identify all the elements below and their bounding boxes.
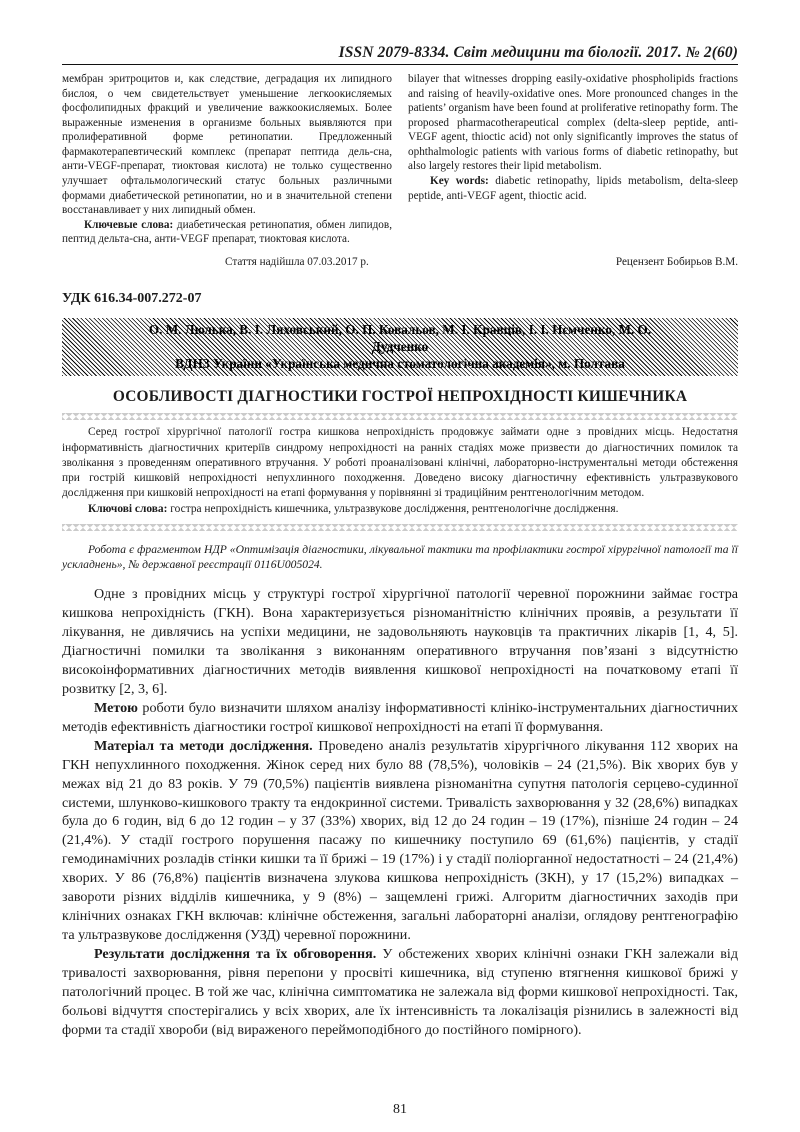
keywords-uk-text: гостра непрохідність кишечника, ультразвукове дослідження, рентгенологічне дослідження. [170,502,619,515]
reviewer-name: Рецензент Бобирьов В.М. [615,255,738,268]
body-paragraph-3 [62,737,738,945]
funding-note [62,542,738,573]
body-paragraph-2-rest: роботи було визначити шляхом аналізу інформативності клініко-інструментальних діагностичних методів ефективність діагностики гострої кишкової непрохідності на етапі її формування. [62,699,738,735]
body-paragraph-3-lead: Матеріал та методи дослідження. [94,737,313,754]
running-head: ISSN 2079-8334. Світ медицини та біології. 2017. № 2(60) [338,44,738,61]
body-paragraph-2-lead: Метою [94,699,138,716]
abstract-en-paragraph: bilayer that witnesses dropping easily-oxidative phospholipids fractions and raising of heavily-oxidative ones. More pronounced changes in the patients’ organism have been found at proliferative retinopathy form. The proposed pharmacotherapeutical complex (delta-sleep peptide, anti-VEGF agent, thioctic acid) not only significantly improves the status of ophthalmologic patients with various forms of diabetic retinopathy, but also largely restores their lipid metabolism. [408,73,738,173]
funding-note-text: Робота є фрагментом НДР «Оптимізація діагностики, лікувальної тактики та профілактики гострої хірургічної патології та її ускладнень», № державної реєстрації 0116U005024. [62,542,738,572]
authors-line-2: Дудченко [371,338,429,354]
affiliation-line: ВДНЗ України «Українська медична стоматологічна академія», м. Полтава [175,356,625,372]
body-paragraph-4 [62,945,738,1040]
keywords-uk-label: Ключові слова: [88,502,168,515]
body-paragraph-2 [62,699,738,737]
keywords-en-text: diabetic retinopathy, lipids metabolism, delta-sleep peptide, anti-VEGF agent, thioctic acid. [408,174,739,202]
abstract-uk-paragraph: Серед гострої хірургічної патології гостра кишкова непрохідність продовжує займати одне з провідних місць. Недостатня інформативність діагностичних критеріїв синдрому непрохідності на ранніх стадіях може призвести до діагностичних помилок та зволікання з проведенням оперативного втручання. У роботі проаналізовані клінічні, лабораторно-інструментальні методи обстеження при гострій кишковій непрохідності непухлинного походження. Доведено високу діагностичну ефективність ультразвукового дослідження при кишковій непрохідності на етапі формування у порівнянні зі традиційним рентгенологічним методом. [62,426,738,500]
page-content [62,44,738,1040]
submitted-date: Стаття надійшла 07.03.2017 р. [225,255,369,268]
keywords-ru-label: Ключевые слова: [84,218,174,231]
abstract-ukrainian [62,425,738,517]
abstract-english-column [408,72,738,203]
zigzag-divider-bottom [62,524,738,531]
udk-code: УДК 616.34-007.272-07 [62,290,202,306]
abstract-russian-column [62,72,392,247]
running-head-rule [62,64,738,65]
submission-row [62,256,738,273]
keywords-en-label: Key words: [430,174,489,187]
authors-line-1: О. М. Люлька, В. І. Ляховський, О. П. Ковальов, М. І. Кравців, І. І. Нємченко, М. О. [148,321,652,337]
article-body [62,585,738,1040]
keywords-uk [62,502,738,517]
body-paragraph-4-lead: Результати дослідження та їх обговорення. [94,946,377,963]
keywords-en [408,174,738,203]
authors-band [62,318,738,376]
abstract-columns [62,72,738,247]
body-paragraph-3-rest: Проведено аналіз результатів хірургічного лікування 112 хворих на ГКН непухлинного походження. Жінок серед них було 88 (78,5%), чоловіків – 24 (21,5%). Вік хворих був у межах від 21 до 83 років. У 79 (70,5%) пацієнтів виявлена різноманітна супутня патологія серцево-судинної системи, шлунково-кишкового тракту та ендокринної системи. Тривалість захворювання у 32 (28,6%) випадках була до 6 годин, від 6 до 12 годин – у 37 (33%) хворих, від 12 до 24 годин – 19 (17%), пізніше 24 годин – 24 (21,4%). У стадії гострого порушення пасажу по кишечнику поступило 69 (61,6%) пацієнтів, у стадії гемодинамічних розладів стінки кишки та її брижі – 19 (17%) і у стадії поліорганної недостатності – 24 (21,4%) хворих. У 86 (76,8%) пацієнтів визначена злукова кишкова непрохідність (ЗКН), у 17 (15,2%) випадках – завороти різних відділів кишечника, у 9 (8%) – защемлені грижі. Алгоритм діагностичних заходів при клінічних ознаках ГКН включав: клінічне обстеження, загальні лабораторні аналізи, оглядову рентгенографію та ультразвукове дослідження (УЗД) черевної порожнини. [62,737,738,944]
zigzag-divider-top [62,413,738,420]
keywords-ru [62,218,392,247]
keywords-ru-text: диабетическая ретинопатия, обмен липидов, пептид дельта-сна, анти-VEGF препарат, тиоктовая кислота. [62,218,392,246]
article-title: ОСОБЛИВОСТІ ДІАГНОСТИКИ ГОСТРОЇ НЕПРОХІДНОСТІ КИШЕЧНИКА [112,388,688,406]
body-paragraph-1: Одне з провідних місць у структурі гострої хірургічної патології черевної порожнини займає гостра кишкова непрохідність (ГКН). Вона характеризується різноманітністю клінічних проявів, а результати її лікування, не дивлячись на успіхи медицини, не задовольняють науковців та практичних лікарів [1, 4, 5]. Діагностичні помилки та зволікання з виконанням оперативного втручання пов’язані з відсутністю високоінформативних діагностичних методів виявлення кишкової непрохідності на початковому етапі її розвитку [2, 3, 6]. [62,586,738,697]
page-number: 81 [393,1102,407,1117]
body-paragraph-4-rest: У обстежених хворих клінічні ознаки ГКН залежали від тривалості захворювання, рівня перепони у просвіті кишечника, від ступеню втягнення кишкової брижі у патологічний процес. В той же час, клінічна симптоматика не залежала від форми кишкової непрохідності. Так, больові відчуття спостерігались у всіх хворих, але їх інтенсивність та локалізація різнились в залежності від форми та стадії хвороби (від вираженого переймоподібного до постійного помірного). [62,946,738,1038]
abstract-ru-paragraph: мембран эритроцитов и, как следствие, деградация их липидного бислоя, о чем свидетельствует уменьшение легкоокисляемых фосфолипидных фракций и увеличение важкоокисляемых. Более выраженные изменения в организме больных выявляются при пролиферативной форме ретинопатии. Предложенный фармакотерапевтический комплекс (препарат пептида дель-сна, анти-VEGF-препарат, тиоктовая кислота) не только существенно улучшает офтальмологический статус больных различными формами диабетической ретинопатии, но и в значительной степени восстанавливает у них липидный обмен. [62,73,392,217]
